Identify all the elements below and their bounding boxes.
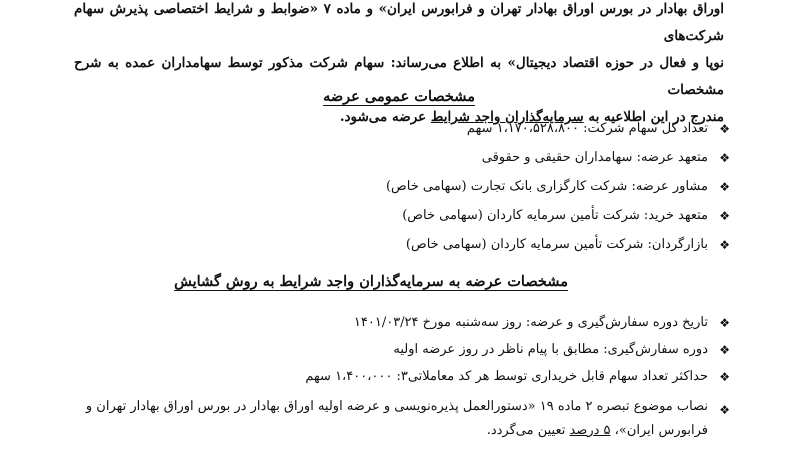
diamond-bullet-icon: ❖ xyxy=(719,343,730,357)
diamond-bullet-icon: ❖ xyxy=(719,370,730,384)
section-heading-qualified-investors: مشخصات عرضه به سرمایه‌گذاران واجد شرایط به روش گشایش xyxy=(174,273,568,290)
intro-line-2: نوپا و فعال در حوزه اقتصاد دیجیتال» به اطلاع می‌رساند: سهام شرکت مذکور توسط سهامداران عمده به شرح مشخصات xyxy=(74,55,724,98)
intro-underlined-phrase: سرمایه‌گذاران واجد شرایط xyxy=(430,109,584,125)
list-item xyxy=(50,368,730,395)
list-item xyxy=(50,314,730,341)
general-specs-list xyxy=(50,120,730,265)
list-item-text: تاریخ دوره سفارش‌گیری و عرضه: روز سه‌شنبه مورخ ۱۴۰۱/۰۳/۲۴ xyxy=(353,315,708,330)
diamond-bullet-icon: ❖ xyxy=(719,238,730,252)
list-item-text: دوره سفارش‌گیری: مطابق با پیام ناظر در روز عرضه اولیه xyxy=(393,342,708,357)
list-item-text: متعهد خرید: شرکت تأمین سرمایه کاردان (سهامی خاص) xyxy=(402,208,708,223)
list-item-text: بازارگردان: شرکت تأمین سرمایه کاردان (سهامی خاص) xyxy=(405,237,708,252)
quorum-percent: ۵ درصد xyxy=(569,423,611,438)
list-item xyxy=(50,236,730,265)
list-item xyxy=(50,120,730,149)
list-item-text-start: نصاب موضوع تبصره ۲ ماده ۱۹ «دستورالعمل پذیره‌نویسی و عرضه اولیه اوراق بهادار در بورس اوراق بهادار تهران و فرابورس ایران»، xyxy=(85,399,708,438)
list-item xyxy=(50,207,730,236)
intro-line-1: اوراق بهادار در بورس اوراق بهادار تهران و فرابورس ایران» و ماده ۷ «ضوابط و شرایط اختصاصی پذیرش سهام شرکت‌های xyxy=(74,1,724,44)
diamond-bullet-icon: ❖ xyxy=(719,122,730,136)
intro-line-3-end: عرضه می‌شود. xyxy=(339,109,431,125)
intro-paragraph xyxy=(74,0,724,131)
diamond-bullet-icon: ❖ xyxy=(719,180,730,194)
list-item xyxy=(50,178,730,207)
list-item-text-end: تعیین می‌گردد. xyxy=(486,423,570,438)
diamond-bullet-icon: ❖ xyxy=(719,403,730,417)
list-item-text: مشاور عرضه: شرکت کارگزاری بانک تجارت (سهامی خاص) xyxy=(385,179,708,194)
list-item-text: تعداد کل سهام شرکت: ۱،۱۷۰،۵۲۸،۸۰۰ سهم xyxy=(466,121,708,136)
list-item xyxy=(50,395,730,443)
section-heading-general: مشخصات عمومی عرضه xyxy=(323,88,475,105)
intro-line-3-start: مندرج در این اطلاعیه به xyxy=(583,109,724,125)
offering-specs-list xyxy=(50,314,730,443)
list-item xyxy=(50,341,730,368)
list-item-text: متعهد عرضه: سهامداران حقیقی و حقوقی xyxy=(481,150,708,165)
list-item xyxy=(50,149,730,178)
diamond-bullet-icon: ❖ xyxy=(719,316,730,330)
list-item-text: حداکثر تعداد سهام قابل خریداری توسط هر کد معاملاتی۳: ۱،۴۰۰،۰۰۰ سهم xyxy=(305,369,708,384)
diamond-bullet-icon: ❖ xyxy=(719,209,730,223)
diamond-bullet-icon: ❖ xyxy=(719,151,730,165)
